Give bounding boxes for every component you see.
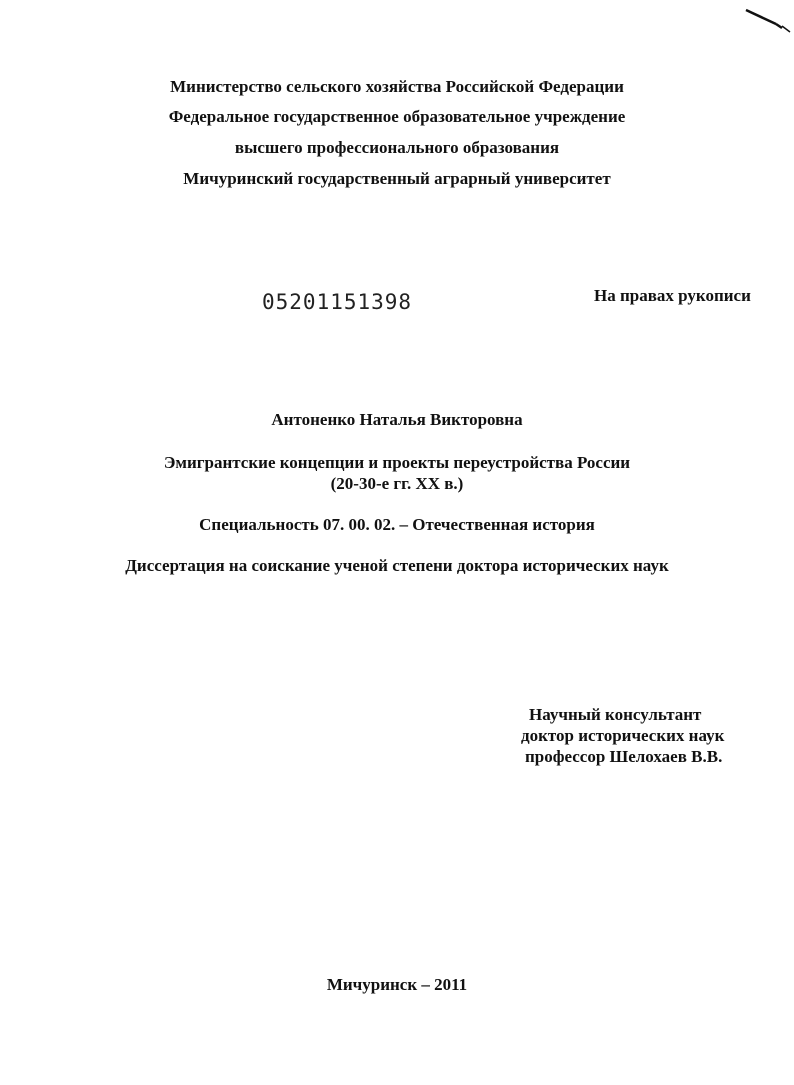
institution-heading-line1: Федеральное государственное образовательное учреждение <box>168 107 626 126</box>
institution-heading-line2: высшего профессионального образования <box>234 138 560 157</box>
dissertation-title-line2: (20-30-е гг. XX в.) <box>330 474 464 493</box>
archive-number: 05201151398 <box>262 290 413 314</box>
manuscript-rights-note: На правах рукописи <box>594 286 751 305</box>
scan-corner-mark <box>742 6 792 34</box>
advisor-degree: доктор исторических наук <box>521 726 725 745</box>
advisor-name: профессор Шелохаев В.В. <box>525 747 723 766</box>
city-year: Мичуринск – 2011 <box>326 975 468 994</box>
university-heading: Мичуринский государственный аграрный университет <box>183 169 611 188</box>
ministry-heading: Министерство сельского хозяйства Российской Федерации <box>170 77 624 96</box>
degree-line: Диссертация на соискание ученой степени доктора исторических наук <box>125 556 669 575</box>
advisor-role: Научный консультант <box>529 705 702 724</box>
specialty-line: Специальность 07. 00. 02. – Отечественная история <box>199 515 595 534</box>
dissertation-title-line1: Эмигрантские концепции и проекты переустройства России <box>163 453 631 472</box>
author-name: Антоненко Наталья Викторовна <box>271 410 523 429</box>
